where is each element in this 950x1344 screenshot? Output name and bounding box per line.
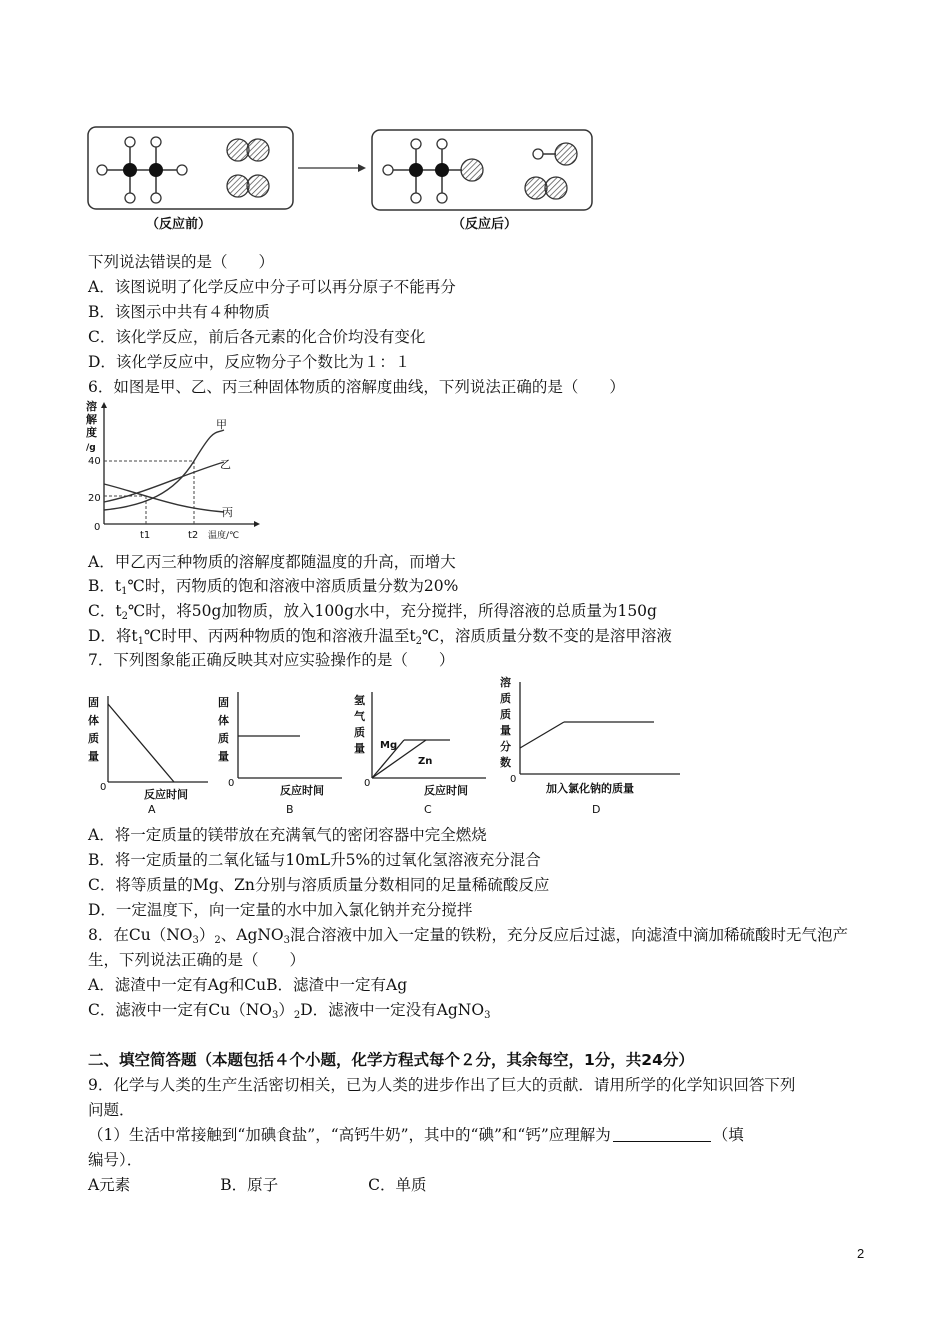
q6-option-d: D．将$t_1℃$时甲、丙两种物质的饱和溶液升温至$t_2℃$，溶质质量分数不变的是溶甲溶液 <box>88 627 672 647</box>
reaction-arrow <box>298 164 366 172</box>
svg-text:反应时间: 反应时间 <box>280 784 324 797</box>
svg-text:质: 质 <box>500 692 511 705</box>
q6-option-c: C．$t_2℃$时，将50g加物质，放入100g水中，充分搅拌，所得溶液的总质量为150g <box>88 602 657 622</box>
svg-text:反应时间: 反应时间 <box>424 784 468 797</box>
after-label: （反应后） <box>452 217 518 232</box>
label-jia: 甲 <box>216 418 227 431</box>
q9-stem-line2: 问题． <box>88 1101 135 1119</box>
svg-text:0: 0 <box>100 782 107 793</box>
q7-option-d: D．一定温度下，向一定量的水中加入氯化钠并充分搅拌 <box>88 901 473 919</box>
solubility-ytick-20: 20 <box>88 493 101 504</box>
q6-option-a: A．甲乙丙三种物质的溶解度都随温度的升高，而增大 <box>88 553 456 571</box>
svg-text:反应时间: 反应时间 <box>144 788 188 801</box>
q8-stem-line1: 8．在$Cu(NO_3)_2$、AgNO$_3$混合溶液中加入一定量的铁粉，充分反应后过滤，向滤渣中滴加稀硫酸时无气泡产 <box>88 926 849 946</box>
svg-text:分: 分 <box>500 740 511 753</box>
svg-text:质: 质 <box>354 726 365 739</box>
q5-option-c: C．该化学反应，前后各元素的化合价均没有变化 <box>88 328 426 346</box>
q9-part1-line2: 编号）． <box>88 1151 143 1169</box>
q8-options-ab: A．滤渣中一定有Ag和CuB．滤渣中一定有Ag <box>88 976 408 994</box>
graph-a <box>88 695 208 816</box>
svg-text:加入氯化钠的质量: 加入氯化钠的质量 <box>546 782 634 795</box>
graph-d <box>500 675 680 816</box>
reaction-diagram <box>86 122 606 237</box>
label-bing: 丙 <box>222 506 233 519</box>
svg-text:C: C <box>424 803 432 816</box>
svg-text:固: 固 <box>218 696 229 709</box>
svg-text:0: 0 <box>364 778 371 789</box>
svg-text:Mg: Mg <box>380 740 398 751</box>
solubility-ylabel-2: 解 <box>86 413 97 426</box>
svg-text:B: B <box>286 803 294 816</box>
q7-option-a: A．将一定质量的镁带放在充满氧气的密闭容器中完全燃烧 <box>88 826 487 844</box>
solubility-ylabel-1: 溶 <box>86 400 97 413</box>
label-yi: 乙 <box>220 458 231 471</box>
q5-option-d: D．该化学反应中，反应物分子个数比为１：１ <box>88 353 411 371</box>
q7-graphs <box>84 672 684 818</box>
q5-stem: 下列说法错误的是（ ） <box>88 253 275 271</box>
svg-text:固: 固 <box>88 696 99 709</box>
svg-text:数: 数 <box>500 756 511 769</box>
solubility-ytick-0: 0 <box>94 522 101 533</box>
svg-text:0: 0 <box>510 774 517 785</box>
page-number: 2 <box>857 1246 865 1261</box>
answer-blank[interactable] <box>613 1127 711 1142</box>
graph-b <box>218 692 342 816</box>
solubility-xlabel: 温度/℃ <box>208 531 240 541</box>
q5-option-a: A．该图说明了化学反应中分子可以再分原子不能再分 <box>88 278 456 296</box>
solubility-chart <box>84 398 274 546</box>
q8-stem-line2: 生，下列说法正确的是（ ） <box>88 951 306 969</box>
svg-text:质: 质 <box>218 732 229 745</box>
q7-stem: 7．下列图象能正确反映其对应实验操作的是（ ） <box>88 651 455 669</box>
svg-text:Zn: Zn <box>418 756 433 767</box>
svg-text:气: 气 <box>354 710 365 723</box>
svg-text:氢: 氢 <box>354 694 365 707</box>
q9-part1-line1: （1）生活中常接触到“加碘食盐”，“高钙牛奶”，其中的“碘”和“钙”应理解为 （填 <box>88 1126 744 1144</box>
section2-heading: 二、填空简答题（本题包括４个小题，化学方程式每个２分，其余每空，1分，共24分） <box>88 1051 694 1069</box>
graph-c <box>354 692 486 816</box>
solubility-ylabel-4: /g <box>86 443 96 453</box>
before-label: （反应前） <box>146 217 212 232</box>
q7-option-c: C．将等质量的Mg、Zn分别与溶质质量分数相同的足量稀硫酸反应 <box>88 876 550 894</box>
solubility-xtick-t2: t2 <box>188 530 199 541</box>
q5-option-b: B．该图示中共有４种物质 <box>88 303 270 321</box>
q6-stem: 6．如图是甲、乙、丙三种固体物质的溶解度曲线，下列说法正确的是（ ） <box>88 378 625 396</box>
svg-text:量: 量 <box>218 750 229 763</box>
svg-text:量: 量 <box>354 742 365 755</box>
solubility-ylabel-3: 度 <box>86 426 97 439</box>
svg-text:A: A <box>148 803 156 816</box>
q7-option-b: B．将一定质量的二氧化锰与10mL升5%的过氧化氢溶液充分混合 <box>88 851 541 869</box>
q8-options-cd: C．滤液中一定有$Cu(NO_3)_2D$．滤液中一定没有AgNO$_3$ <box>88 1001 491 1021</box>
q6-option-b: B．$t_1℃$时，丙物质的饱和溶液中溶质质量分数为20% <box>88 577 459 597</box>
svg-text:体: 体 <box>88 714 99 727</box>
solubility-ytick-40: 40 <box>88 456 101 467</box>
svg-text:体: 体 <box>218 714 229 727</box>
q9-stem-line1: 9．化学与人类的生产生活密切相关，已为人类的进步作出了巨大的贡献．请用所学的化学知识回答下列 <box>88 1076 796 1094</box>
svg-text:量: 量 <box>500 724 511 737</box>
svg-text:质: 质 <box>500 708 511 721</box>
svg-text:溶: 溶 <box>500 676 511 689</box>
svg-text:0: 0 <box>228 778 235 789</box>
q9-part1-options: A元素 B．原子 C．单质 <box>88 1176 427 1194</box>
before-box <box>88 127 293 209</box>
after-box <box>372 130 592 210</box>
svg-text:D: D <box>592 803 601 816</box>
svg-text:量: 量 <box>88 750 99 763</box>
svg-text:质: 质 <box>88 732 99 745</box>
solubility-xtick-t1: t1 <box>140 530 151 541</box>
